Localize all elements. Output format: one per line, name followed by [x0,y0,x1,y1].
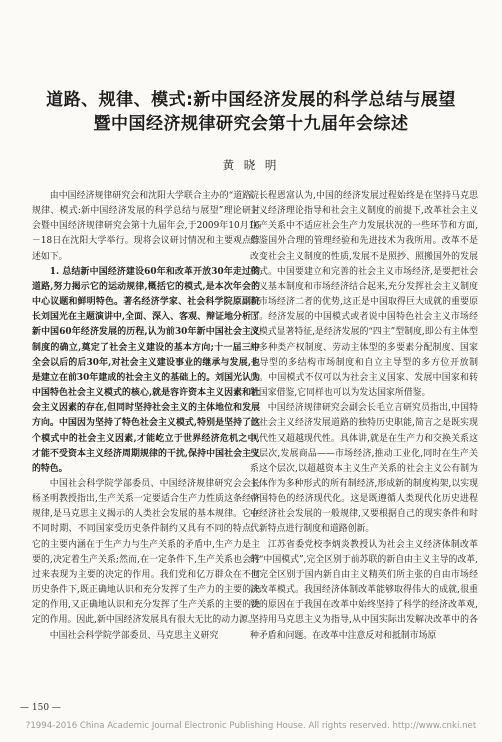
copyright-footer: ?1994-2016 China Academic Journal Electronic Publishing House. All rights reserved. http://www.cnki.net [25,721,477,731]
article-title-line-2: 暨中国经济规律研究会第十九届年会综述 [93,114,409,134]
paragraph-li-bingyan: 江苏省委党校李炳炎教授认为社会主义经济体制改革的“中国模式”,完全区别于前苏联的新自由主义主导的改革,也完全区别于国内新自由主义精英们所主张的自由市场经济改革模式。我国经济体制改革能够取得伟大的成就,很重要的原因在于我国在改革中始终坚持了科学的经济改革观,坚持用马克思主义为指导,从中国实际出发解决改革中的各种矛盾和问题。在改革中注意反对和抵制市场原 [250,539,478,641]
article-title-line-1: 道路、规律、模式:新中国经济发展的科学总结与展望 [46,90,456,110]
right-text-column [250,189,478,644]
left-text-column [32,189,260,644]
article-author: 黄 晓 明 [222,158,280,172]
paragraph-mao-liyan: 中国经济规律研究会副会长毛立言研究员指出,中国特色社会主义经济发展道路的独特历史职能,简言之是既实现现代性又超越现代性。具体讲,就是在生产力和交换关系这些层次,发展商品——市场经济,推动工业化,同时在生产关系这个层次,以超越资本主义生产关系的社会主义公有制为主体作为多种形式的所有制经济,形成新的制度构架,以实现中国特色的经济现代化。这是既遵循人类现代化历史进程中经济社会发展的一般规律,又要根据自己的现实条件和时代新特点进行制度和道路创新。 [250,403,478,535]
paragraph-intro: 由中国经济规律研究会和沈阳大学联合主办的“道路、规律、模式:新中国经济发展的科学总结与展望”理论研讨会暨中国经济规律研究会第十九届年会,于2009年10月16－18日在沈阳大学举行。现将会议研讨情况和主要观点综述如下。 [32,191,260,262]
paragraph-section-1: 1. 总结新中国经济建设60年和改革开放30年走过的道路,努力揭示它的运动规律,概括它的模式,是本次年会的中心议题和鲜明特色。著名经济学家、社会科学院原副院长刘国光在主题演讲中,全面、深入、客观、辩证地分析了新中国60年经济发展的历程,认为前30年新中国社会主义制度的确立,奠定了社会主义建设的基本方向;十一届三中全会以后的后30年,对社会主义建设事业的继承与发展,也是建立在前30年建成的社会主义的基础上的。刘国光认为中国特色社会主义模式的核心,就是容许资本主义因素和社会主义因素的存在,但同时坚持社会主义的主体地位和发展方向。中国因为坚持了特色社会主义模式,特别是坚持了这个模式中的社会主义因素,才能屹立于世界经济危机之中,才能不受资本主义经济周期规律的干扰,保持中国社会主义的特色。 [32,266,260,474]
page-number: — 150 — [20,703,61,713]
paragraph-cheng-enfu-start: 中国社会科学院学部委员、马克思主义研究 [49,630,219,641]
paragraph-cheng-enfu-cont: 院长程恩富认为,中国的经济发展过程始终是在坚持马克思主义经济理论指导和社会主义制度的前提下,改革社会主义生产关系中不适应社会生产力发展状况的一些环节和方面,借鉴国外合理的管理经验和先进技术为我所用。改革不是改变社会主义制度的性质,发展不是照抄、照搬国外的发展模式。中国要建立和完善的社会主义市场经济,是要把社会主义基本制度和市场经济结合起来,充分发挥社会主义制度和市场经济二者的优势,这正是中国取得巨大成就的重要原因。经济发展的中国模式或者说中国特色社会主义市场经济模式显著特征,是经济发展的“四主”型制度,即公有主体型的多种类产权制度、劳动主体型的多要素分配制度、国家主导型的多结构市场制度和自立主导型的多方位开放制度。中国模式不仅可以为社会主义国家、发展中国家和转轨国家借鉴,它同样也可以为发达国家所借鉴。 [250,191,478,399]
paragraph-yang-shengming: 中国社会科学院学部委员、中国经济规律研究会会长杨圣明教授指出,生产关系一定要适合生产力性质这条经济规律,是马克思主义揭示的人类社会发展的基本规律。它在不同时期、不同国家受历史条件制约又具有不同的特点。它的主要内涵在于生产力与生产关系的矛盾中,生产力是主要的,决定着生产关系;然而,在一定条件下,生产关系也会转过来表现为主要的决定的作用。我们党和亿万群众在不同历史条件下,既正确地认识和充分发挥了生产力的主要的决定的作用,又正确地认识和充分发挥了生产关系的主要的决定的作用。因此,新中国经济发展具有很大无比的动力源。 [32,478,260,626]
